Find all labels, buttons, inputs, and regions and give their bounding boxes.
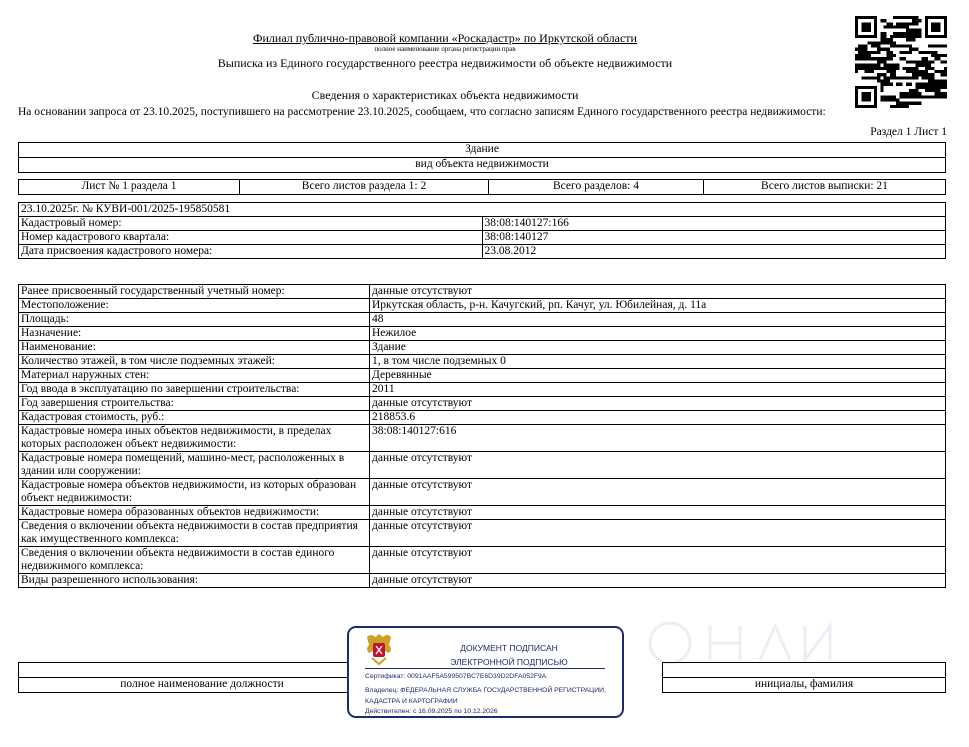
table-row xyxy=(19,425,946,452)
document-title: Выписка из Единого государственного реестра недвижимости об объекте недвижимости xyxy=(217,56,673,70)
row-label: Год ввода в эксплуатацию по завершении строительства: xyxy=(19,383,370,397)
table-row xyxy=(19,285,946,299)
stamp-subtitle: ЭЛЕКТРОННОЙ ПОДПИСЬЮ xyxy=(450,657,568,667)
row-label: Виды разрешенного использования: xyxy=(19,574,370,588)
row-label: Кадастровая стоимость, руб.: xyxy=(19,411,370,425)
position-caption: полное наименование должности xyxy=(19,678,386,693)
stamp-divider xyxy=(365,668,605,669)
total-sheets-section: Всего листов раздела 1: 2 xyxy=(240,180,489,195)
sheet-info-table xyxy=(18,179,946,195)
table-row xyxy=(19,506,946,520)
row-value: 48 xyxy=(370,313,946,327)
object-type-caption: вид объекта недвижимости xyxy=(19,158,946,173)
row-value: 2011 xyxy=(370,383,946,397)
row-value: 38:08:140127:616 xyxy=(370,425,946,452)
total-sections: Всего разделов: 4 xyxy=(489,180,704,195)
table-row xyxy=(19,383,946,397)
row-value: данные отсутствуют xyxy=(370,520,946,547)
row-label: Кадастровые номера объектов недвижимости, из которых образован объект недвижимости: xyxy=(19,479,370,506)
row-label: Местоположение: xyxy=(19,299,370,313)
table-row xyxy=(19,452,946,479)
row-value: Здание xyxy=(370,341,946,355)
org-caption: полное наименование органа регистрации прав xyxy=(374,45,516,53)
object-type-table xyxy=(18,142,946,173)
table-row xyxy=(19,479,946,506)
row-value: 38:08:140127:166 xyxy=(482,217,946,231)
table-row xyxy=(19,355,946,369)
stamp-certificate: Сертификат: 0091AAF5A599507BC7E6D39D2DFA052F9A xyxy=(365,673,547,680)
table-row xyxy=(19,231,946,245)
object-type: Здание xyxy=(19,143,946,158)
row-value: Деревянные xyxy=(370,369,946,383)
row-label: Кадастровые номера образованных объектов недвижимости: xyxy=(19,506,370,520)
table-row xyxy=(19,299,946,313)
table-row xyxy=(19,397,946,411)
row-value: Нежилое xyxy=(370,327,946,341)
signature-stamp xyxy=(347,626,624,718)
name-caption: инициалы, фамилия xyxy=(663,678,946,693)
row-label: Кадастровые номера иных объектов недвижимости, в пределах которых расположен объект недвижимости: xyxy=(19,425,370,452)
table-row xyxy=(19,369,946,383)
table-row xyxy=(19,327,946,341)
table-row xyxy=(19,245,946,259)
row-value: данные отсутствуют xyxy=(370,285,946,299)
row-label: Ранее присвоенный государственный учетный номер: xyxy=(19,285,370,299)
row-value: 23.08.2012 xyxy=(482,245,946,259)
row-value: данные отсутствуют xyxy=(370,547,946,574)
row-label: Кадастровый номер: xyxy=(19,217,483,231)
record-table xyxy=(18,202,946,259)
row-label: Номер кадастрового квартала: xyxy=(19,231,483,245)
stamp-owner: Владелец: ФЕДЕРАЛЬНАЯ СЛУЖБА ГОСУДАРСТВЕННОЙ РЕГИСТРАЦИИ, КАДАСТРА И КАРТОГРАФИИ xyxy=(365,687,606,705)
coat-of-arms-icon xyxy=(363,631,395,667)
row-value: данные отсутствуют xyxy=(370,574,946,588)
stamp-validity: Действителен: с 16.09.2025 по 10.12.2026 xyxy=(365,708,498,715)
row-label: Кадастровые номера помещений, машино-мест, расположенных в здании или сооружении: xyxy=(19,452,370,479)
row-label: Назначение: xyxy=(19,327,370,341)
table-row xyxy=(19,341,946,355)
table-row xyxy=(19,411,946,425)
record-date-number: 23.10.2025г. № КУВИ-001/2025-195850581 xyxy=(19,203,946,217)
table-row xyxy=(19,547,946,574)
row-value: Иркутская область, р-н. Качугский, рп. Качуг, ул. Юбилейная, д. 11а xyxy=(370,299,946,313)
row-value: данные отсутствуют xyxy=(370,479,946,506)
table-row xyxy=(19,217,946,231)
page-reference: Раздел 1 Лист 1 xyxy=(870,126,947,138)
table-row xyxy=(19,574,946,588)
row-label: Площадь: xyxy=(19,313,370,327)
intro-text: На основании запроса от 23.10.2025, поступившего на рассмотрение 23.10.2025, сообщаем, что согласно записям Единого государственного реестра недвижимости: xyxy=(18,106,826,118)
row-value: 1, в том числе подземных 0 xyxy=(370,355,946,369)
details-table xyxy=(18,284,946,588)
row-value: 38:08:140127 xyxy=(482,231,946,245)
total-sheets-extract: Всего листов выписки: 21 xyxy=(704,180,946,195)
sheet-number: Лист № 1 раздела 1 xyxy=(19,180,240,195)
row-label: Сведения о включении объекта недвижимости в состав единого недвижимого комплекса: xyxy=(19,547,370,574)
row-label: Сведения о включении объекта недвижимости в состав предприятия как имущественного комплекса: xyxy=(19,520,370,547)
table-row xyxy=(19,313,946,327)
table-row xyxy=(19,520,946,547)
row-value: 218853.6 xyxy=(370,411,946,425)
row-label: Количество этажей, в том числе подземных этажей: xyxy=(19,355,370,369)
row-value: данные отсутствуют xyxy=(370,452,946,479)
row-value: данные отсутствуют xyxy=(370,506,946,520)
org-name: Филиал публично-правовой компании «Роскадастр» по Иркутской области xyxy=(253,31,637,45)
row-label: Год завершения строительства: xyxy=(19,397,370,411)
row-value: данные отсутствуют xyxy=(370,397,946,411)
row-label: Наименование: xyxy=(19,341,370,355)
row-label: Дата присвоения кадастрового номера: xyxy=(19,245,483,259)
watermark-icon xyxy=(630,616,870,670)
row-label: Материал наружных стен: xyxy=(19,369,370,383)
section-title: Сведения о характеристиках объекта недвижимости xyxy=(311,88,579,102)
stamp-title: ДОКУМЕНТ ПОДПИСАН xyxy=(460,643,558,653)
